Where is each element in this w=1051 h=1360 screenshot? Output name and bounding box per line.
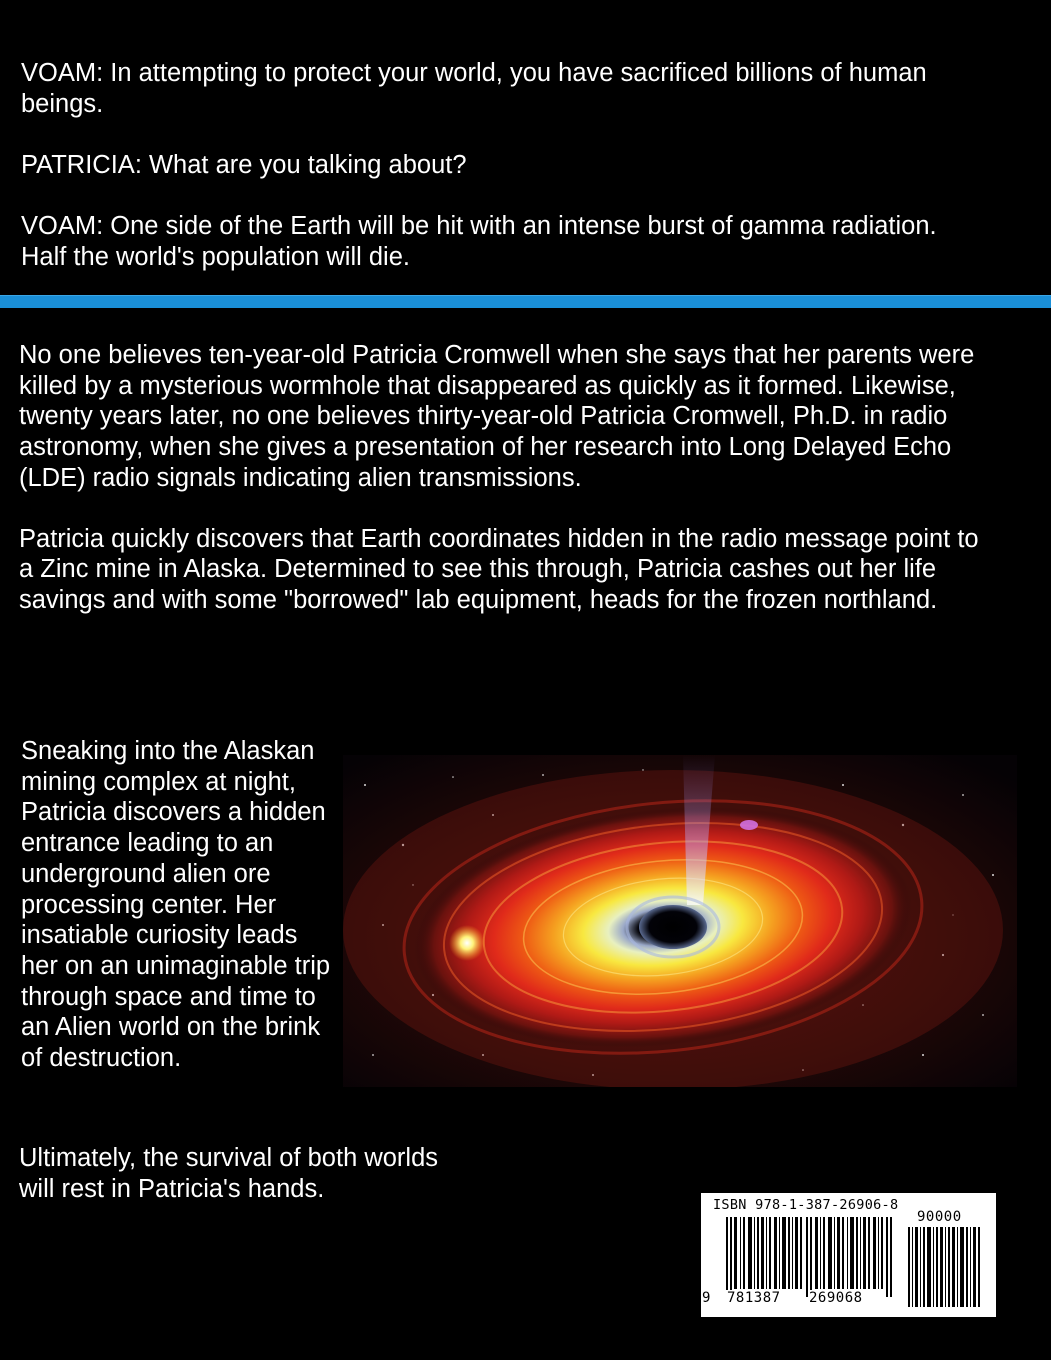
blue-divider <box>0 295 1051 308</box>
ean-digits <box>701 1290 901 1308</box>
isbn-barcode <box>701 1193 996 1317</box>
side-paragraph: Sneaking into the Alaskan mining complex at night, Patricia discovers a hidden entrance leading to an underground alien ore processing center. Her insatiable curiosity leads her on an unimaginable trip through space and time to an Alien world on the brink of destruction. <box>21 737 331 1073</box>
black-hole <box>639 905 707 949</box>
bright-star <box>449 925 485 961</box>
ean-bars <box>713 1217 903 1297</box>
addon-bars <box>906 1227 982 1307</box>
closing-paragraph: Ultimately, the survival of both worlds will rest in Patricia's hands. <box>19 1144 439 1203</box>
dialogue-line: VOAM: In attempting to protect your world, you have sacrificed billions of human beings. <box>21 59 927 118</box>
dialogue-line: VOAM: One side of the Earth will be hit with an intense burst of gamma radiation. Half the world's population will die. <box>21 212 937 271</box>
black-hole-illustration <box>343 755 1017 1087</box>
isbn-label: ISBN 978-1-387-26906-8 <box>713 1197 899 1213</box>
dialogue-excerpt <box>21 58 981 303</box>
dialogue-line: PATRICIA: What are you talking about? <box>21 151 467 179</box>
ean-right-digits: 269068 <box>809 1290 863 1306</box>
blurb-paragraph: No one believes ten-year-old Patricia Cromwell when she says that her parents were killed by a mysterious wormhole that disappeared as quickly as it formed. Likewise, twenty years later, no one believes thirty-year-old Patricia Cromwell, Ph.D. in radio astronomy, when she gives a presentation of her research into Long Delayed Echo (LDE) radio signals indicating alien transmissions. <box>19 341 975 492</box>
blurb-paragraph: Patricia quickly discovers that Earth coordinates hidden in the radio message point to a Zinc mine in Alaska. Determined to see this through, Patricia cashes out her life savings and with some "borrowed" lab equipment, heads for the frozen northland. <box>19 524 979 614</box>
ean-left-digits: 781387 <box>727 1290 781 1306</box>
ean-first-digit: 9 <box>702 1290 711 1306</box>
book-blurb <box>19 340 979 646</box>
price-code: 90000 <box>917 1209 962 1225</box>
purple-star <box>740 820 758 830</box>
